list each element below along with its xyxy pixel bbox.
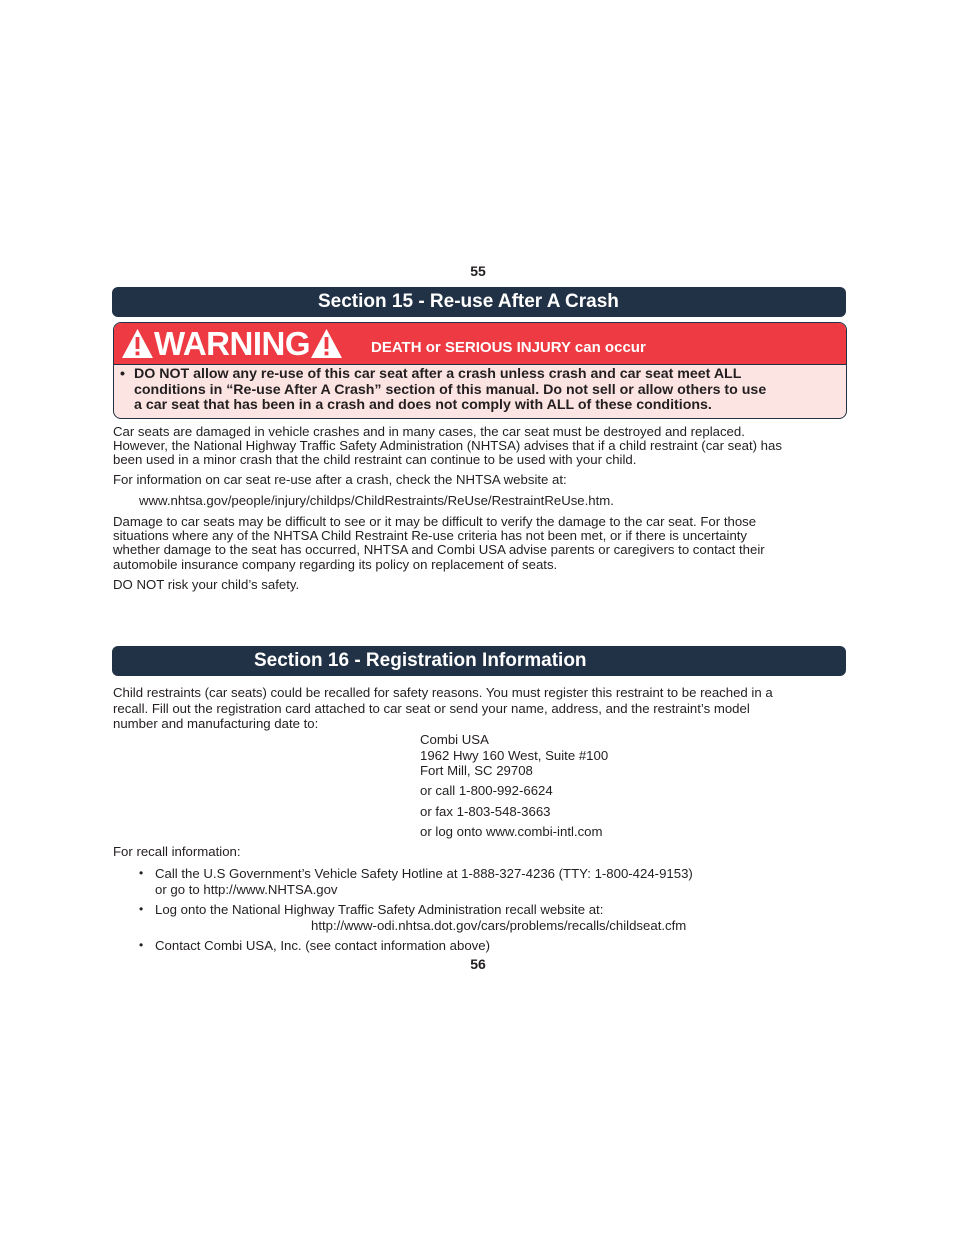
paragraph-registration	[113, 685, 843, 732]
warning-line: conditions in “Re-use After A Crash” section of this manual. Do not sell or allow others to use	[134, 381, 767, 398]
paragraph-info: For information on car seat re-use after a crash, check the NHTSA website at:	[113, 472, 567, 487]
warning-line: a car seat that has been in a crash and does not comply with ALL of these conditions.	[134, 397, 712, 414]
text-line: Call the U.S Government’s Vehicle Safety Hotline at 1-888-327-4236 (TTY: 1-800-424-9153)	[155, 866, 693, 881]
address-block	[420, 732, 608, 779]
warning-triangle-icon	[310, 328, 343, 359]
paragraph-risk: DO NOT risk your child’s safety.	[113, 577, 300, 592]
contact-call: or call 1-800-992-6624	[420, 783, 553, 798]
text-line: Car seats are damaged in vehicle crashes and in many cases, the car seat must be destroyed and replaced.	[113, 424, 745, 439]
bullet-icon: •	[139, 902, 144, 916]
warning-box	[113, 322, 847, 419]
warning-line: DO NOT allow any re-use of this car seat after a crash unless crash and car seat meet ALL	[134, 366, 742, 382]
text-line: situations where any of the NHTSA Child Restraint Re-use criteria has not been met, or if there is uncertainty	[113, 528, 748, 544]
text-line[interactable]: or go to http://www.NHTSA.gov	[155, 881, 338, 897]
text-line: Damage to car seats may be difficult to see or it may be difficult to verify the damage to the car seat. For those	[113, 514, 757, 529]
section-16-heading-bar	[112, 646, 846, 676]
paragraph-uncertainty	[113, 515, 843, 572]
warning-header	[114, 323, 846, 365]
text-line: Child restraints (car seats) could be recalled for safety reasons. You must register this restraint to be reached in a	[113, 685, 773, 700]
text-line: Contact Combi USA, Inc. (see contact information above)	[155, 938, 490, 953]
section-16-heading: Section 16 - Registration Information	[254, 650, 587, 671]
page-number-bottom: 56	[470, 956, 486, 972]
list-item	[139, 902, 835, 933]
text-line: Log onto the National Highway Traffic Safety Administration recall website at:	[155, 902, 604, 917]
address-city: Fort Mill, SC 29708	[420, 763, 533, 779]
list-item	[139, 938, 835, 954]
address-company: Combi USA	[420, 732, 489, 747]
text-line: recall. Fill out the registration card attached to car seat or send your name, address, and the restraint’s model	[113, 700, 750, 716]
recall-intro: For recall information:	[113, 844, 241, 859]
list-item	[139, 866, 835, 897]
warning-label: WARNING	[154, 325, 310, 362]
paragraph-damage	[113, 425, 843, 468]
text-line: However, the National Highway Traffic Safety Administration (NHTSA) advises that if a child restraint (car seat) has	[113, 438, 782, 454]
bullet-icon: •	[139, 938, 144, 952]
contact-fax: or fax 1-803-548-3663	[420, 804, 551, 819]
text-line: been used in a minor crash that the child restraint can continue to be used with your child.	[113, 452, 637, 468]
text-line: whether damage to the seat has occurred, NHTSA and Combi USA advise parents or caregivers to contact their	[113, 542, 765, 558]
bullet-icon: •	[120, 366, 125, 382]
nhtsa-url[interactable]: www.nhtsa.gov/people/injury/childps/ChildRestraints/ReUse/RestraintReUse.htm.	[139, 493, 614, 508]
warning-triangle-icon	[121, 328, 154, 359]
recall-url[interactable]: http://www-odi.nhtsa.dot.gov/cars/problems/recalls/childseat.cfm	[311, 917, 687, 933]
text-line: automobile insurance company regarding its policy on replacement of seats.	[113, 556, 558, 572]
warning-subtitle: DEATH or SERIOUS INJURY can occur	[371, 339, 646, 356]
contact-web[interactable]: or log onto www.combi-intl.com	[420, 824, 603, 839]
section-15-heading-bar	[112, 287, 846, 317]
bullet-icon: •	[139, 866, 144, 880]
page-number-top: 55	[470, 263, 486, 279]
text-line: number and manufacturing date to:	[113, 716, 319, 732]
warning-text	[120, 366, 836, 414]
address-street: 1962 Hwy 160 West, Suite #100	[420, 747, 609, 763]
section-15-heading: Section 15 - Re-use After A Crash	[318, 291, 619, 312]
